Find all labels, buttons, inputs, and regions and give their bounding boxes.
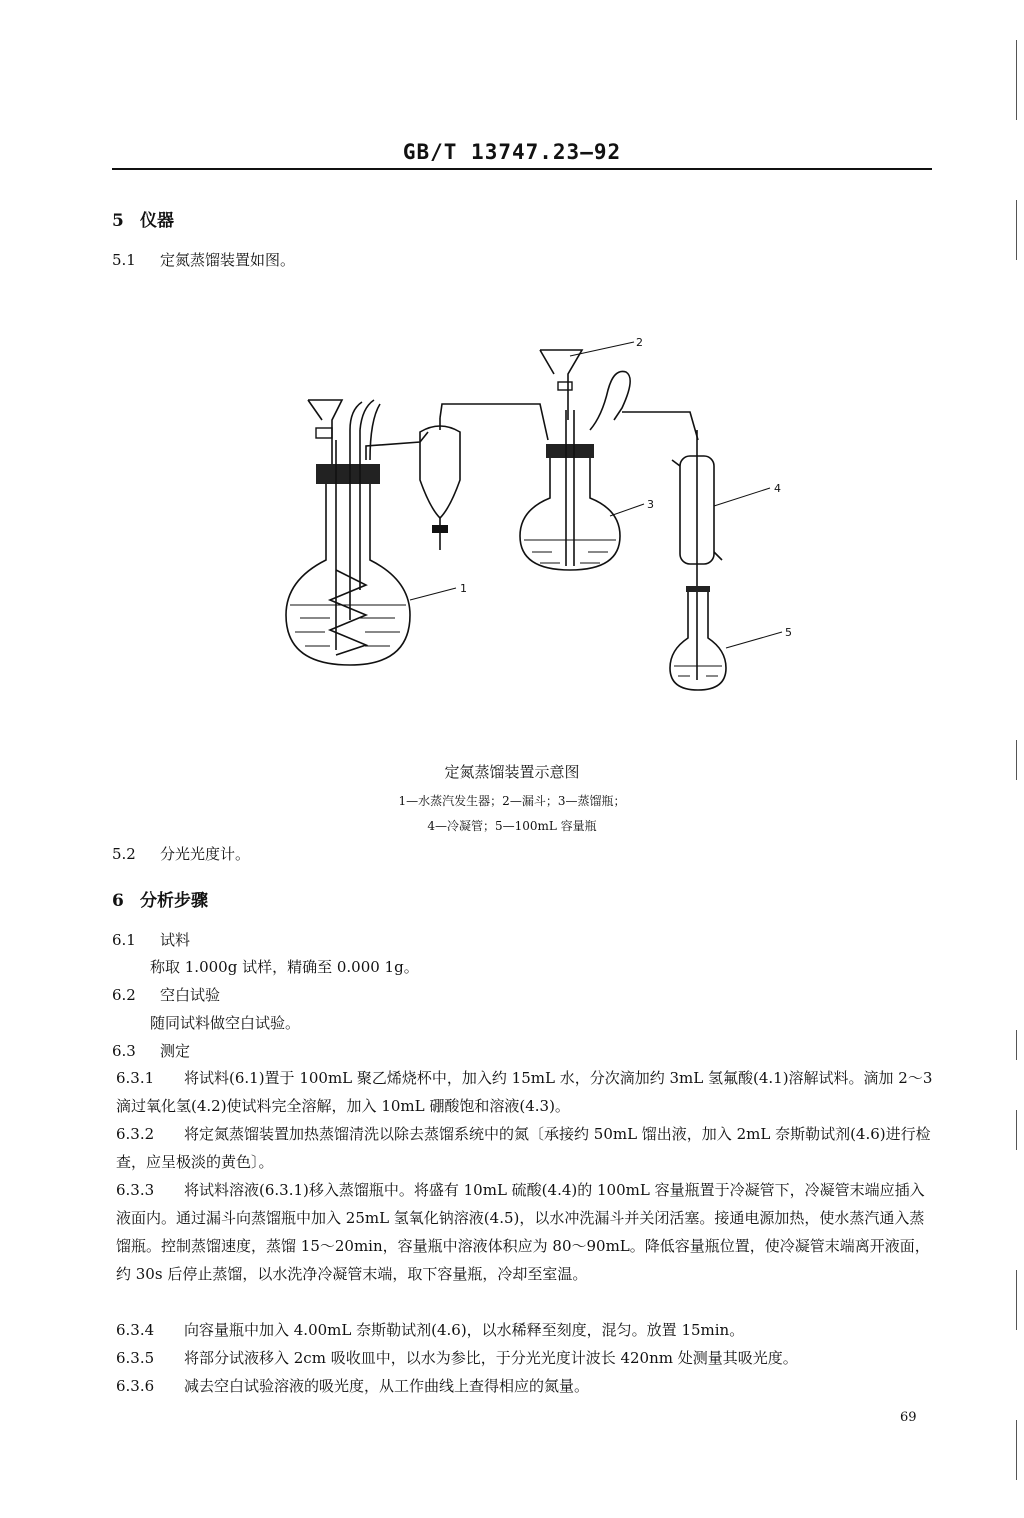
paragraph-6-3-1 bbox=[116, 1064, 936, 1120]
margin-scan-line bbox=[1016, 1030, 1017, 1060]
clause-6-3 bbox=[112, 1041, 190, 1061]
paragraph-6-3-3 bbox=[116, 1176, 936, 1288]
margin-scan-line bbox=[1016, 1270, 1017, 1330]
clause-6-1 bbox=[112, 930, 190, 950]
clause-6-1-body: 称取 1.000g 试样，精确至 0.000 1g。 bbox=[150, 958, 419, 976]
splash-head bbox=[590, 371, 630, 430]
section-title: 分析步骤 bbox=[140, 891, 208, 911]
figure-label-2: 2 bbox=[636, 336, 643, 349]
clause-title: 试料 bbox=[160, 931, 191, 949]
margin-scan-line bbox=[1016, 1420, 1017, 1480]
funnel bbox=[540, 350, 582, 420]
paragraph-text: 减去空白试验溶液的吸光度，从工作曲线上查得相应的氮量。 bbox=[184, 1377, 590, 1395]
clause-number: 6.2 bbox=[112, 986, 136, 1004]
margin-scan-line bbox=[1016, 200, 1017, 260]
page-number: 69 bbox=[900, 1410, 917, 1425]
paragraph-text: 向容量瓶中加入 4.00mL 奈斯勒试剂(4.6)，以水稀释至刻度，混匀。放置 15min。 bbox=[184, 1321, 745, 1339]
margin-scan-line bbox=[1016, 1110, 1017, 1150]
clause-number: 5.1 bbox=[112, 251, 136, 269]
paragraph-number: 6.3.4 bbox=[116, 1321, 155, 1339]
paragraph-text: 将试料溶液(6.3.1)移入蒸馏瓶中。将盛有 10mL 硫酸(4.4)的 100mL 容量瓶置于冷凝管下，冷凝管末端应插入液面内。通过漏斗向蒸馏瓶中加入 25mL 氢氧化钠溶液(4.5)，以水冲洗漏斗并关闭活塞。接通电源加热，使水蒸汽通入蒸馏瓶。控制蒸馏速度，蒸馏 15～20min，容量瓶中溶液体积应为 80～90mL。降低容量瓶位置，使冷凝管末端离开液面，约 30s 后停止蒸馏，以水洗净冷凝管末端，取下容量瓶，冷却至室温。 bbox=[116, 1181, 930, 1283]
clause-text: 分光光度计。 bbox=[160, 845, 251, 863]
paragraph-6-3-6 bbox=[116, 1372, 936, 1400]
section-title: 仪器 bbox=[140, 211, 174, 231]
delivery-tube bbox=[622, 412, 698, 440]
clause-5-2 bbox=[112, 844, 250, 864]
section-5-heading bbox=[112, 206, 174, 231]
figure-label-1: 1 bbox=[460, 582, 467, 595]
clause-title: 空白试验 bbox=[160, 986, 221, 1004]
figure-legend-line-1: 1—水蒸汽发生器；2—漏斗；3—蒸馏瓶； bbox=[398, 794, 626, 808]
figure-label-5: 5 bbox=[785, 626, 792, 639]
clause-text: 定氮蒸馏装置如图。 bbox=[160, 251, 296, 269]
clause-5-1 bbox=[112, 250, 295, 270]
clause-number: 6.1 bbox=[112, 931, 136, 949]
paragraph-text: 将定氮蒸馏装置加热蒸馏清洗以除去蒸馏系统中的氮〔承接约 50mL 馏出液，加入 2mL 奈斯勒试剂(4.6)进行检查，应呈极淡的黄色〕。 bbox=[116, 1125, 931, 1171]
connector-tube bbox=[366, 432, 428, 460]
paragraph-text: 将部分试液移入 2cm 吸收皿中，以水为参比，于分光光度计波长 420nm 处测量其吸光度。 bbox=[184, 1349, 798, 1367]
paragraph-text: 将试料(6.1)置于 100mL 聚乙烯烧杯中，加入约 15mL 水，分次滴加约 3mL 氢氟酸(4.1)溶解试料。滴加 2～3 滴过氧化氢(4.2)使试料完全溶解，加入 10mL 硼酸饱和溶液(4.3)。 bbox=[116, 1069, 933, 1115]
section-number: 5 bbox=[112, 211, 124, 231]
paragraph-6-3-4 bbox=[116, 1316, 936, 1344]
clause-number: 6.3 bbox=[112, 1042, 136, 1060]
distillation-flask bbox=[520, 410, 620, 570]
standard-code-header: GB/T 13747.23—92 bbox=[402, 140, 622, 164]
section-number: 6 bbox=[112, 891, 124, 911]
steam-trap bbox=[420, 418, 460, 550]
section-6-heading bbox=[112, 886, 208, 911]
distillation-apparatus-figure bbox=[270, 320, 830, 720]
clause-title: 测定 bbox=[160, 1042, 191, 1060]
steam-inlet-tube bbox=[440, 404, 548, 440]
paragraph-number: 6.3.2 bbox=[116, 1125, 155, 1143]
clause-6-2-body: 随同试料做空白试验。 bbox=[150, 1014, 301, 1032]
clause-number: 5.2 bbox=[112, 845, 136, 863]
volumetric-flask bbox=[670, 586, 726, 690]
margin-scan-line bbox=[1016, 40, 1017, 120]
paragraph-number: 6.3.1 bbox=[116, 1069, 155, 1087]
steam-generator-flask bbox=[286, 400, 410, 665]
paragraph-number: 6.3.6 bbox=[116, 1377, 155, 1395]
paragraph-6-3-2 bbox=[116, 1120, 936, 1176]
paragraph-number: 6.3.3 bbox=[116, 1181, 155, 1199]
figure-legend-line-2: 4—冷凝管；5—100mL 容量瓶 bbox=[427, 819, 597, 833]
paragraph-6-3-5 bbox=[116, 1344, 936, 1372]
header-rule bbox=[112, 168, 932, 170]
figure-caption: 定氮蒸馏装置示意图 bbox=[444, 763, 580, 781]
figure-label-4: 4 bbox=[774, 482, 781, 495]
figure-label-3: 3 bbox=[647, 498, 654, 511]
paragraph-number: 6.3.5 bbox=[116, 1349, 155, 1367]
clause-6-2 bbox=[112, 985, 220, 1005]
